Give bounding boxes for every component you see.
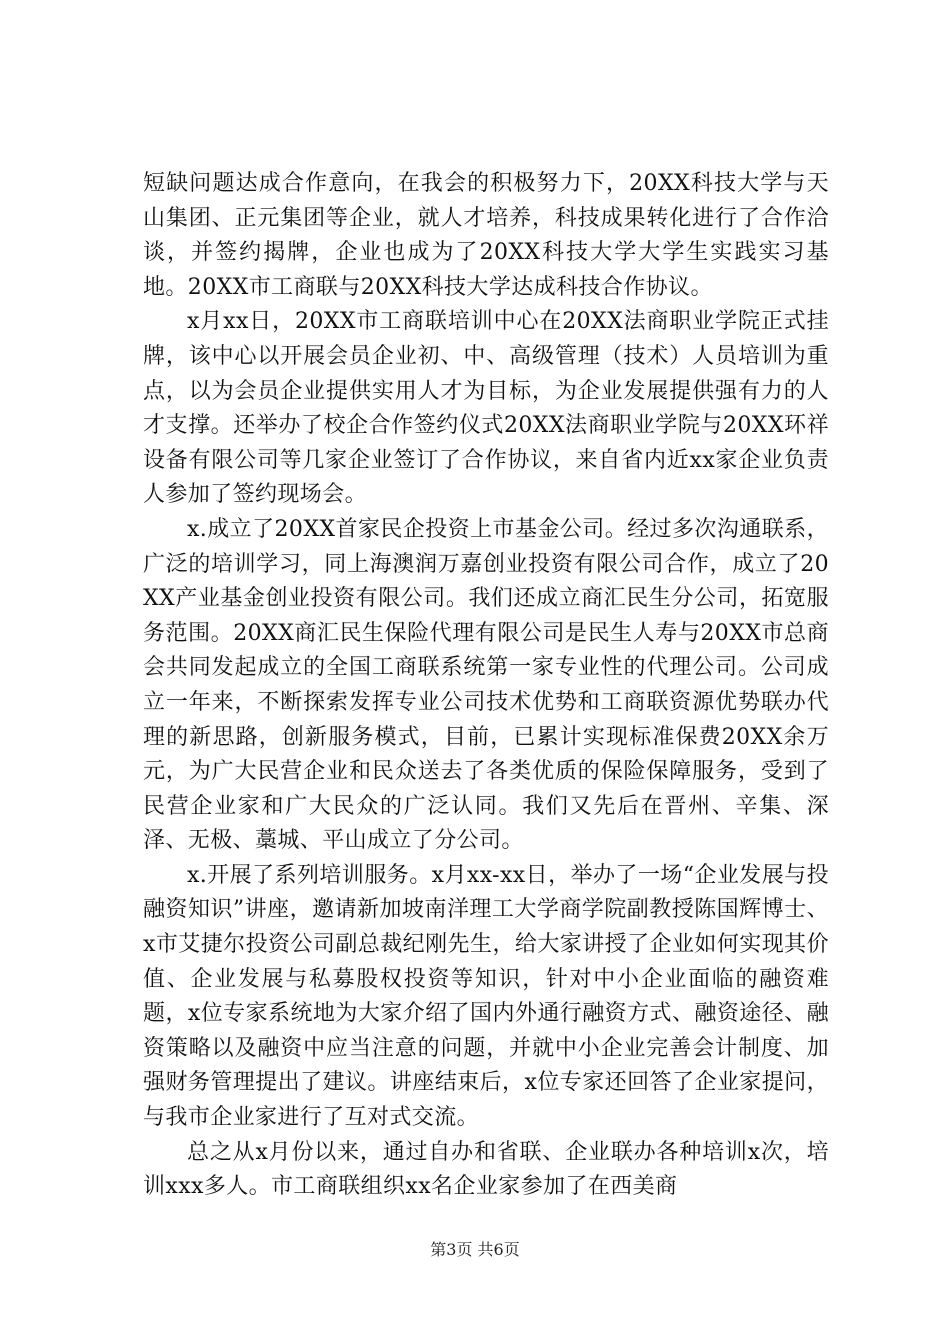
- paragraph-3: x.成立了20XX首家民企投资上市基金公司。经过多次沟通联系，广泛的培训学习，同上海澳润万嘉创业投资有限公司合作，成立了20XX产业基金创业投资有限公司。我们还成立商汇民生分公司，拓宽服务范围。20XX商汇民生保险代理有限公司是民生人寿与20XX市总商会共同发起成立的全国工商联系统第一家专业性的代理公司。公司成立一年来，不断探索发挥专业公司技术优势和工商联资源优势联办代理的新思路，创新服务模式，目前，已累计实现标准保费20XX余万元，为广大民营企业和民众送去了各类优质的保险保障服务，受到了民营企业家和广大民众的广泛认同。我们又先后在晋州、辛集、深泽、无极、藁城、平山成立了分公司。: [143, 516, 829, 854]
- paragraph-5: 总之从x月份以来，通过自办和省联、企业联办各种培训x次，培训xxx多人。市工商联组织xx名企业家参加了在西美商: [143, 1139, 829, 1200]
- paragraph-2: x月xx日，20XX市工商联培训中心在20XX法商职业学院正式挂牌，该中心以开展会员企业初、中、高级管理（技术）人员培训为重点，以为会员企业提供实用人才为目标，为企业发展提供强有力的人才支撑。还举办了校企合作签约仪式20XX法商职业学院与20XX环祥设备有限公司等几家企业签订了合作协议，来自省内近xx家企业负责人参加了签约现场会。: [143, 309, 829, 508]
- document-body: [143, 167, 829, 1205]
- paragraph-1: 短缺问题达成合作意向，在我会的积极努力下，20XX科技大学与天山集团、正元集团等企业，就人才培养，科技成果转化进行了合作洽谈，并签约揭牌，企业也成为了20XX科技大学大学生实践实习基地。20XX市工商联与20XX科技大学达成科技合作协议。: [143, 171, 829, 300]
- page-number-footer: 第3页 共6页: [430, 1240, 520, 1259]
- paragraph-4: x.开展了系列培训服务。x月xx-xx日，举办了一场“企业发展与投融资知识”讲座，邀请新加坡南洋理工大学商学院副教授陈国辉博士、x市艾捷尔投资公司副总裁纪刚先生，给大家讲授了企业如何实现其价值、企业发展与私募股权投资等知识，针对中小企业面临的融资难题，x位专家系统地为大家介绍了国内外通行融资方式、融资途径、融资策略以及融资中应当注意的问题，并就中小企业完善会计制度、加强财务管理提出了建议。讲座结束后，x位专家还回答了企业家提问，与我市企业家进行了互对式交流。: [143, 862, 829, 1131]
